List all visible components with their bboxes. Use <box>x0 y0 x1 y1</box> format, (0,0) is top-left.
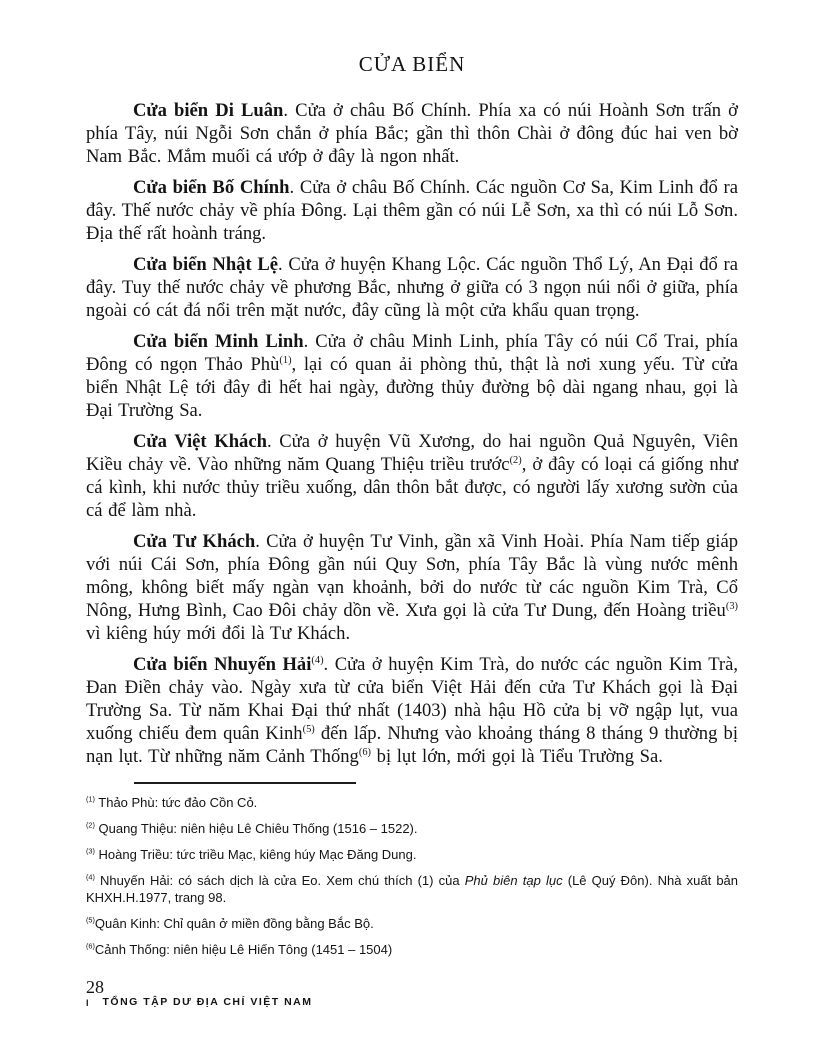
body-text <box>86 99 738 768</box>
text-run: . Cửa ở huyện Vũ Xương, do hai nguồn Quả Nguyên, Viên Kiều chảy về. Vào những năm Quang Thiệu triều trước <box>86 431 739 475</box>
body-paragraph <box>86 653 738 768</box>
text-run: . Cửa ở châu Bố Chính. Các nguồn Cơ Sa, Kim Linh đổ ra đây. Thế nước chảy về phía Đông. Lại thêm gần có núi Lễ Sơn, xa thì có núi Lỗ Sơn. Địa thế rất hoành tráng. <box>86 177 738 244</box>
footnote <box>86 915 738 932</box>
footnote-marker: (4) <box>86 872 95 882</box>
footnote-marker: (1) <box>86 794 95 804</box>
text-run: Cửa biển Di Luân <box>133 100 284 121</box>
body-paragraph <box>86 253 738 322</box>
text-run: Thảo Phù: tức đảo Cồn Cỏ. <box>94 795 258 810</box>
text-run: Cửa Tư Khách <box>133 531 256 552</box>
footnote-marker: (6) <box>358 746 371 758</box>
text-run: Cửa biển Minh Linh <box>133 331 304 352</box>
body-paragraph <box>86 330 738 422</box>
page-number: 28 <box>86 977 104 997</box>
text-run: Cửa biển Bố Chính <box>133 177 290 198</box>
footer-tick: I <box>86 998 89 1008</box>
body-paragraph <box>86 99 738 168</box>
text-run: . Cửa ở huyện Kim Trà, do nước các nguồn Kim Trà, Đan Điền chảy vào. Ngày xưa từ cửa biển Việt Hải đến cửa Tư Khách gọi là Đại Trường Sa. Từ năm Khai Đại thứ nhất (1403) nhà hậu Hồ cửa bị vỡ ngập lụt, vua xuống chiếu đem quân Kinh <box>86 654 738 744</box>
text-run: Nhuyến Hải: có sách dịch là cửa Eo. Xem chú thích (1) của <box>94 873 465 888</box>
footnote-marker: (3) <box>86 846 95 856</box>
footnote-marker: (1) <box>279 354 292 366</box>
text-run: Hoàng Triều: tức triều Mạc, kiêng húy Mạc Đăng Dung. <box>94 847 417 862</box>
page-footer <box>86 978 312 1008</box>
text-run: . Cửa ở huyện Khang Lộc. Các nguồn Thổ Lý, An Đại đổ ra đây. Tuy thế nước chảy về phương Bắc, nhưng ở giữa có 3 ngọn núi nổi ở giữa, phía ngoài có cát đá nổi trên mặt nước, đây cũng là một cửa khẩu quan trọng. <box>86 254 739 321</box>
text-run: , ở đây có loại cá giống như cá kình, khi nước thủy triều xuống, dân thôn bắt được, có người lấy xương sườn của cá để làm nhà. <box>86 454 738 521</box>
text-run: Cửa biển Nhuyến Hải <box>133 654 312 675</box>
footnote <box>86 794 738 811</box>
text-run: Cửa Việt Khách <box>133 431 267 452</box>
footnote <box>86 941 738 958</box>
text-run: Quân Kinh: Chỉ quân ở miền đồng bằng Bắc Bộ. <box>94 916 374 931</box>
footnote <box>86 872 738 906</box>
footnote-marker: (5) <box>302 723 315 735</box>
text-run: . Cửa ở huyện Tư Vinh, gần xã Vinh Hoài. Phía Nam tiếp giáp với núi Cái Sơn, phía Đông gần núi Quy Sơn, phía Tây Bắc là vùng nước mênh mông, không biết mấy ngàn vạn khoảnh, bởi do nước từ các nguồn Kim Trà, Cổ Nông, Hưng Bình, Cao Đôi chảy dồn về. Xưa gọi là cửa Tư Dung, đến Hoàng triều <box>86 531 738 621</box>
footnotes <box>86 794 738 958</box>
body-paragraph <box>86 530 738 645</box>
text-run: vì kiêng húy mới đổi là Tư Khách. <box>86 623 351 644</box>
body-paragraph <box>86 430 738 522</box>
body-paragraph <box>86 176 738 245</box>
footnote-marker: (4) <box>311 654 324 666</box>
footnote-divider <box>134 782 356 784</box>
page-title: CỬA BIỂN <box>358 52 466 76</box>
footnote-marker: (2) <box>86 820 95 830</box>
text-run: đến lấp. Nhưng vào khoảng tháng 8 tháng 9 thường bị nạn lụt. Từ những năm Cảnh Thống <box>86 723 738 767</box>
footnote-marker: (5) <box>86 915 95 925</box>
text-run: Cửa biển Nhật Lệ <box>133 254 279 275</box>
footer-row <box>86 997 312 1008</box>
footnote-marker: (3) <box>725 600 738 612</box>
footnote <box>86 846 738 863</box>
text-run: Quang Thiệu: niên hiệu Lê Chiêu Thống (1516 – 1522). <box>94 821 418 836</box>
text-run: Cảnh Thống: niên hiệu Lê Hiến Tông (1451 – 1504) <box>94 942 393 957</box>
text-run: , lại có quan ải phòng thủ, thật là nơi xung yếu. Từ cửa biển Nhật Lệ tới đây đi hết hai ngày, đường thủy đường bộ dài ngang nhau, gọi là Đại Trường Sa. <box>86 354 738 421</box>
footer-book-title: TỔNG TẬP DƯ ĐỊA CHÍ VIỆT NAM <box>102 996 313 1008</box>
footnote-marker: (2) <box>509 454 522 466</box>
text-run: bị lụt lớn, mới gọi là Tiểu Trường Sa. <box>371 746 663 767</box>
text-run: . Cửa ở châu Minh Linh, phía Tây có núi Cổ Trai, phía Đông có ngọn Thảo Phù <box>86 331 739 375</box>
footnote <box>86 820 738 837</box>
text-run: . Cửa ở châu Bố Chính. Phía xa có núi Hoành Sơn trấn ở phía Tây, núi Ngỗi Sơn chắn ở phía Bắc; gần thì thôn Chài ở đông đúc hai ven bờ Nam Bắc. Mắm muối cá ướp ở đây là ngon nhất. <box>86 100 738 167</box>
text-run: Phủ biên tạp lục <box>464 873 563 888</box>
footnote-marker: (6) <box>86 941 95 951</box>
text-run: (Lê Quý Đôn). Nhà xuất bản KHXH.H.1977, trang 98. <box>86 873 739 905</box>
